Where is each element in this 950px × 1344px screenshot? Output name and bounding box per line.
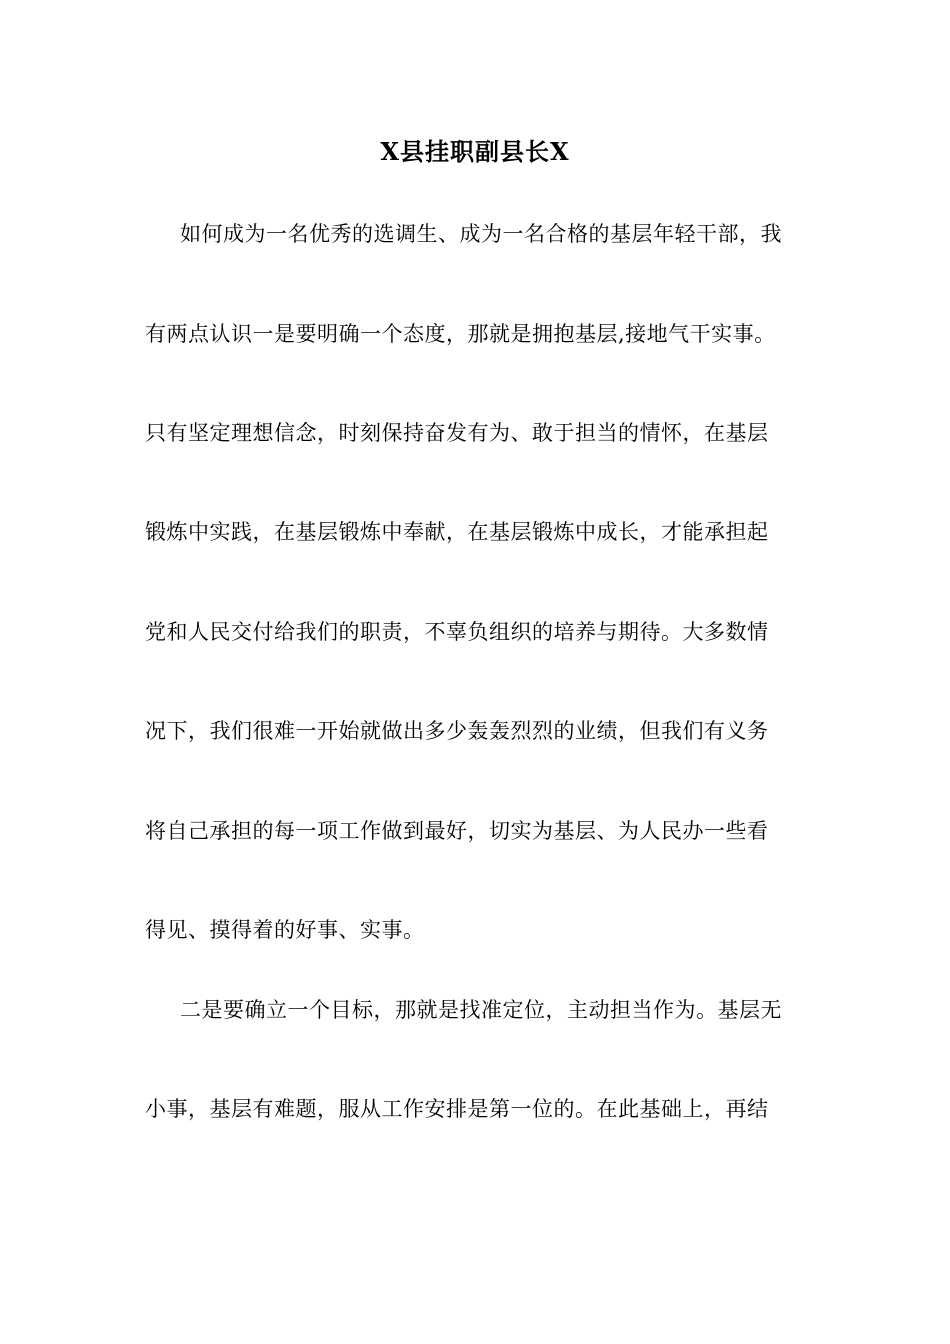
paragraph-1-line-6: 况下，我们很难一开始就做出多少轰轰烈烈的业绩，但我们有义务 bbox=[145, 719, 769, 743]
paragraph-1-line-1: 如何成为一名优秀的选调生、成为一名合格的基层年轻干部，我 bbox=[180, 222, 782, 246]
paragraph-1-line-4: 锻炼中实践，在基层锻炼中奉献，在基层锻炼中成长，才能承担起 bbox=[145, 520, 769, 544]
paragraph-1-line-2: 有两点认识一是要明确一个态度，那就是拥抱基层,接地气干实事。 bbox=[145, 322, 776, 346]
paragraph-2-line-1: 二是要确立一个目标，那就是找准定位，主动担当作为。基层无 bbox=[180, 998, 782, 1022]
document-title: X县挂职副县长X bbox=[380, 137, 570, 166]
paragraph-1-line-5: 党和人民交付给我们的职责，不辜负组织的培养与期待。大多数情 bbox=[145, 620, 769, 644]
paragraph-1-line-7: 将自己承担的每一项工作做到最好，切实为基层、为人民办一些看 bbox=[145, 819, 769, 843]
paragraph-2-line-2: 小事，基层有难题，服从工作安排是第一位的。在此基础上，再结 bbox=[145, 1097, 769, 1121]
paragraph-1-line-8: 得见、摸得着的好事、实事。 bbox=[145, 918, 425, 942]
paragraph-1-line-3: 只有坚定理想信念，时刻保持奋发有为、敢于担当的情怀，在基层 bbox=[145, 421, 769, 445]
